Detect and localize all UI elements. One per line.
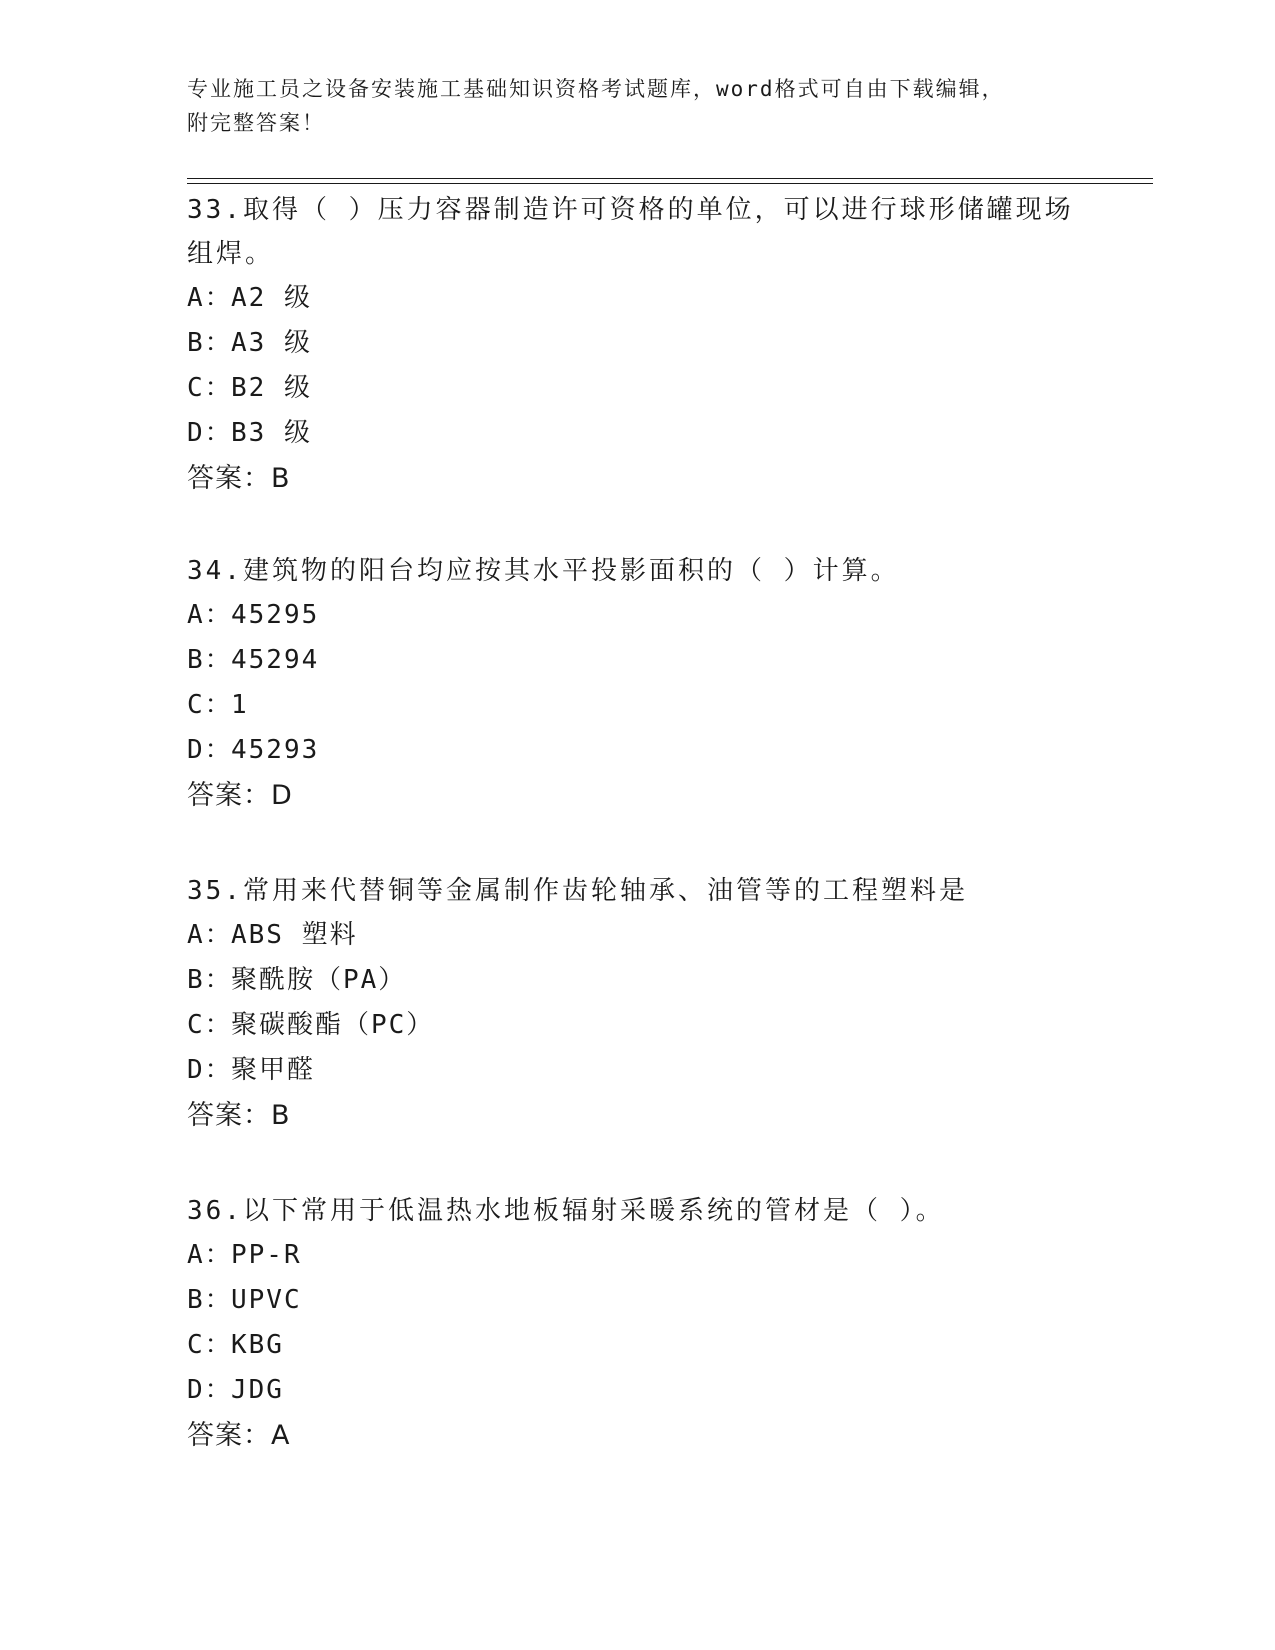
option-c <box>187 1003 1077 1048</box>
option-b <box>187 1278 1077 1323</box>
header-divider-bottom <box>187 183 1153 184</box>
header-line-1: 专业施工员之设备安装施工基础知识资格考试题库，word格式可自由下载编辑， <box>187 77 1005 101</box>
option-letter: D： <box>187 1375 233 1405</box>
option-letter: D： <box>187 735 233 765</box>
option-letter: A： <box>187 1240 233 1270</box>
option-d <box>187 1048 1077 1093</box>
option-letter: C： <box>187 373 233 403</box>
question-34 <box>187 549 1077 818</box>
header-divider-top <box>187 178 1153 179</box>
option-letter: C： <box>187 1010 233 1040</box>
question-35 <box>187 869 1077 1138</box>
option-d <box>187 411 1077 456</box>
option-letter: B： <box>187 328 233 358</box>
option-a <box>187 593 1077 638</box>
option-text: 聚甲醛 <box>231 1055 316 1085</box>
option-text: B2 级 <box>231 373 312 403</box>
answer-line: 答案：A <box>187 1420 291 1451</box>
option-letter: B： <box>187 645 233 675</box>
option-letter: A： <box>187 283 233 313</box>
option-c <box>187 683 1077 728</box>
answer-line: 答案：B <box>187 463 291 494</box>
question-title: 34.建筑物的阳台均应按其水平投影面积的（ ）计算。 <box>187 556 900 586</box>
option-text: A3 级 <box>231 328 312 358</box>
option-d <box>187 728 1077 773</box>
option-letter: B： <box>187 1285 233 1315</box>
header-line-2: 附完整答案！ <box>187 111 325 135</box>
option-text: ABS 塑料 <box>231 920 358 950</box>
option-a <box>187 1233 1077 1278</box>
question-title-continued: 组焊。 <box>187 239 275 269</box>
option-letter: D： <box>187 418 233 448</box>
option-letter: C： <box>187 690 233 720</box>
option-b <box>187 638 1077 683</box>
option-text: A2 级 <box>231 283 312 313</box>
question-title: 36.以下常用于低温热水地板辐射采暖系统的管材是（ ）。 <box>187 1196 945 1226</box>
option-b <box>187 321 1077 366</box>
option-letter: A： <box>187 600 233 630</box>
question-36 <box>187 1189 1077 1458</box>
option-letter: C： <box>187 1330 233 1360</box>
option-d <box>187 1368 1077 1413</box>
option-a <box>187 276 1077 321</box>
option-c <box>187 1323 1077 1368</box>
option-text: 45295 <box>231 600 320 630</box>
answer-line: 答案：D <box>187 780 293 811</box>
option-text: 聚酰胺（PA） <box>231 965 407 995</box>
option-c <box>187 366 1077 411</box>
option-letter: A： <box>187 920 233 950</box>
option-text: 45294 <box>231 645 320 675</box>
option-text: 聚碳酸酯（PC） <box>231 1010 435 1040</box>
option-b <box>187 958 1077 1003</box>
option-text: B3 级 <box>231 418 312 448</box>
question-title: 35.常用来代替铜等金属制作齿轮轴承、油管等的工程塑料是 <box>187 876 968 906</box>
option-text: JDG <box>231 1375 284 1405</box>
option-text: 45293 <box>231 735 320 765</box>
option-letter: D： <box>187 1055 233 1085</box>
option-text: PP-R <box>231 1240 302 1270</box>
option-a <box>187 913 1077 958</box>
document-header <box>187 72 1087 140</box>
question-33 <box>187 188 1077 501</box>
option-text: 1 <box>231 690 249 720</box>
option-letter: B： <box>187 965 233 995</box>
question-title: 33.取得（ ）压力容器制造许可资格的单位，可以进行球形储罐现场 <box>187 195 1074 225</box>
answer-line: 答案：B <box>187 1100 291 1131</box>
option-text: UPVC <box>231 1285 302 1315</box>
option-text: KBG <box>231 1330 284 1360</box>
